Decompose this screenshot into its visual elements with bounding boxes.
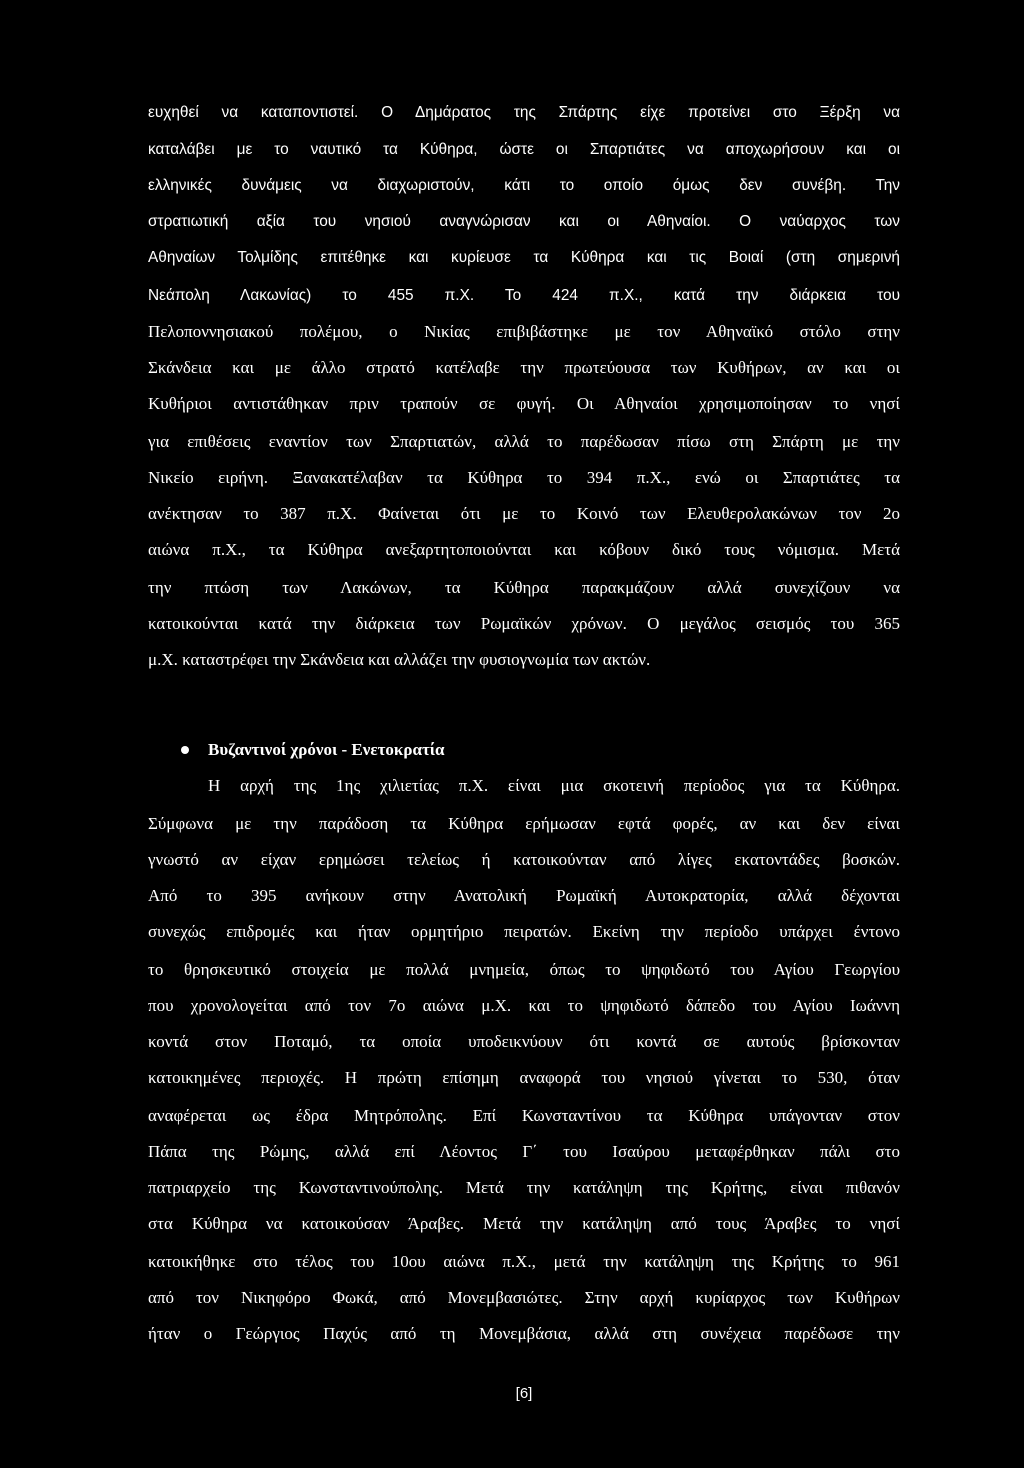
paragraph-line: στρατιωτική αξία του νησιού αναγνώρισαν και οι Αθηναίοι. Ο ναύαρχος των <box>148 213 900 230</box>
bullet-icon <box>181 746 189 754</box>
paragraph-line: ευχηθεί να καταποντιστεί. Ο Δημάρατος της Σπάρτης είχε προτείνει στο Ξέρξη να <box>148 104 900 121</box>
section-heading: Βυζαντινοί χρόνοι - Ενετοκρατία <box>208 740 445 759</box>
paragraph-line: Πάπα της Ρώμης, αλλά επί Λέοντος Γ΄ του Ισαύρου μεταφέρθηκαν πάλι στο <box>148 1142 900 1161</box>
paragraph-line: για επιθέσεις εναντίον των Σπαρτιατών, αλλά το παρέδωσαν πίσω στη Σπάρτη με την <box>148 432 900 451</box>
paragraph-line: συνεχώς επιδρομές και ήταν ορμητήριο πειρατών. Εκείνη την περίοδο υπάρχει έντονο <box>148 922 900 941</box>
paragraph-line: το θρησκευτικό στοιχεία με πολλά μνημεία, όπως το ψηφιδωτό του Αγίου Γεωργίου <box>148 960 900 979</box>
paragraph-line: στα Κύθηρα να κατοικούσαν Άραβες. Μετά την κατάληψη από τους Άραβες το νησί <box>148 1214 900 1233</box>
page-number: [6] <box>515 1385 533 1402</box>
paragraph-line: που χρονολογείται από τον 7ο αιώνα μ.Χ. και το ψηφιδωτό δάπεδο του Αγίου Ιωάννη <box>148 996 900 1015</box>
paragraph-line: Αθηναίων Τολμίδης επιτέθηκε και κυρίευσε τα Κύθηρα και τις Βοιαί (στη σημερινή <box>148 249 900 266</box>
paragraph-line: κοντά στον Ποταμό, τα οποία υποδεικνύουν ότι κοντά σε αυτούς βρίσκονταν <box>148 1032 900 1051</box>
paragraph-line: Σύμφωνα με την παράδοση τα Κύθηρα ερήμωσαν εφτά φορές, αν και δεν είναι <box>148 814 900 833</box>
paragraph-line: κατοικημένες περιοχές. Η πρώτη επίσημη αναφορά του νησιού γίνεται το 530, όταν <box>148 1068 900 1087</box>
paragraph-line: ανέκτησαν το 387 π.Χ. Φαίνεται ότι με το Κοινό των Ελευθερολακώνων τον 2ο <box>148 504 900 523</box>
paragraph-line: από τον Νικηφόρο Φωκά, από Μονεμβασιώτες. Στην αρχή κυρίαρχος των Κυθήρων <box>148 1288 900 1307</box>
paragraph-line: πατριαρχείο της Κωνσταντινούπολης. Μετά την κατάληψη της Κρήτης, είναι πιθανόν <box>148 1178 900 1197</box>
paragraph-line: Κυθήριοι αντιστάθηκαν πριν τραπούν σε φυγή. Οι Αθηναίοι χρησιμοποίησαν το νησί <box>148 394 900 413</box>
paragraph-line: αιώνα π.Χ., τα Κύθηρα ανεξαρτητοποιούνται και κόβουν δικό τους νόμισμα. Μετά <box>148 540 900 559</box>
paragraph-line: Νεάπολη Λακωνίας) το 455 π.Χ. Το 424 π.Χ., κατά την διάρκεια του <box>148 287 900 304</box>
paragraph-line: γνωστό αν είχαν ερημώσει τελείως ή κατοικούνταν από λίγες εκατοντάδες βοσκών. <box>148 850 900 869</box>
paragraph-line: κατοικήθηκε στο τέλος του 10ου αιώνα π.Χ., μετά την κατάληψη της Κρήτης το 961 <box>148 1252 900 1271</box>
paragraph-line: ήταν ο Γεώργιος Παχύς από τη Μονεμβάσια, αλλά στη συνέχεια παρέδωσε την <box>148 1324 900 1343</box>
paragraph-line: Από το 395 ανήκουν στην Ανατολική Ρωμαϊκή Αυτοκρατορία, αλλά δέχονται <box>148 886 900 905</box>
paragraph-line: Νικείο ειρήνη. Ξανακατέλαβαν τα Κύθηρα το 394 π.Χ., ενώ οι Σπαρτιάτες τα <box>148 468 900 487</box>
paragraph-line: αναφέρεται ως έδρα Μητρόπολης. Επί Κωνσταντίνου τα Κύθηρα υπάγονταν στον <box>148 1106 900 1125</box>
paragraph-line: Πελοποννησιακού πολέμου, ο Νικίας επιβιβάστηκε με τον Αθηναϊκό στόλο στην <box>148 322 900 341</box>
paragraph-line: καταλάβει με το ναυτικό τα Κύθηρα, ώστε οι Σπαρτιάτες να αποχωρήσουν και οι <box>148 141 900 158</box>
paragraph-line: μ.Χ. καταστρέφει την Σκάνδεια και αλλάζει την φυσιογνωμία των ακτών. <box>148 650 651 669</box>
paragraph-line: Σκάνδεια και με άλλο στρατό κατέλαβε την πρωτεύουσα των Κυθήρων, αν και οι <box>148 358 900 377</box>
paragraph-line: την πτώση των Λακώνων, τα Κύθηρα παρακμάζουν αλλά συνεχίζουν να <box>148 578 900 597</box>
paragraph-line: Η αρχή της 1ης χιλιετίας π.Χ. είναι μια σκοτεινή περίοδος για τα Κύθηρα. <box>208 776 900 795</box>
paragraph-line: ελληνικές δυνάμεις να διαχωριστούν, κάτι το οποίο όμως δεν συνέβη. Την <box>148 177 900 194</box>
document-page <box>148 0 900 1468</box>
paragraph-line: κατοικούνται κατά την διάρκεια των Ρωμαϊκών χρόνων. Ο μεγάλος σεισμός του 365 <box>148 614 900 633</box>
